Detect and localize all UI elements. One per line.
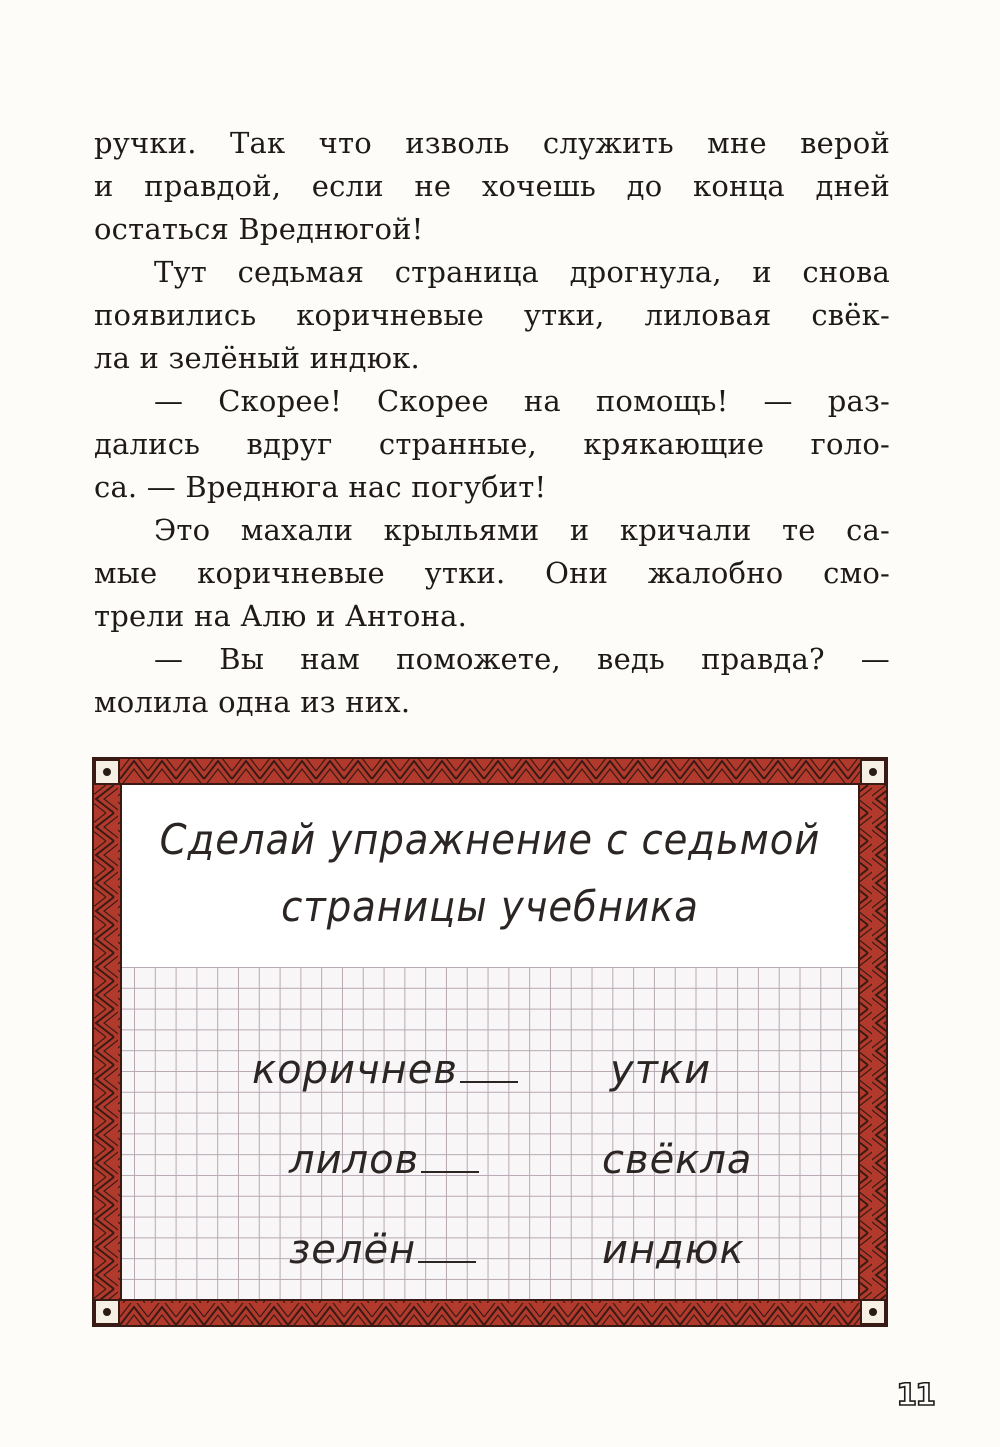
text-line: са. — Вреднюга нас погубит!: [94, 470, 547, 504]
text-line: Это махали крыльями и кричали те са-: [154, 513, 890, 547]
exercise-noun: свёкла: [602, 1137, 753, 1183]
exercise-panel: [122, 785, 858, 1299]
text-line: ручки. Так что изволь служить мне верой: [94, 126, 890, 160]
exercise-title-line-1: Сделай упражнение с седьмой: [159, 815, 821, 864]
text-line: — Вы нам поможете, ведь правда? —: [154, 642, 890, 676]
text-line: мые коричневые утки. Они жалобно смо-: [94, 556, 890, 590]
text-line: Тут седьмая страница дрогнула, и снова: [154, 255, 890, 289]
squared-paper-grid: [122, 967, 858, 1299]
exercise-noun: утки: [610, 1047, 712, 1093]
answer-blank: [418, 1231, 476, 1263]
answer-blank: [460, 1051, 518, 1083]
exercise-title-line-2: страницы учебника: [281, 882, 699, 931]
text-line: дались вдруг странные, крякающие голо-: [94, 427, 890, 461]
answer-blank: [421, 1141, 479, 1173]
exercise-adjective: зелён: [289, 1227, 476, 1273]
page-number: 11: [896, 1378, 934, 1413]
exercise-frame: [92, 757, 888, 1327]
exercise-noun: индюк: [602, 1227, 745, 1273]
exercise-adjective: коричнев: [252, 1047, 518, 1093]
text-line: появились коричневые утки, лиловая свёк-: [94, 298, 890, 332]
text-line: молила одна из них.: [94, 685, 411, 719]
text-line: остаться Вреднюгой!: [94, 212, 424, 246]
text-line: трели на Алю и Антона.: [94, 599, 468, 633]
text-line: и правдой, если не хочешь до конца дней: [94, 169, 890, 203]
text-line: ла и зелёный индюк.: [94, 341, 420, 375]
text-line: — Скорее! Скорее на помощь! — раз-: [154, 384, 890, 418]
story-text: [94, 122, 890, 724]
exercise-adjective: лилов: [289, 1137, 479, 1183]
